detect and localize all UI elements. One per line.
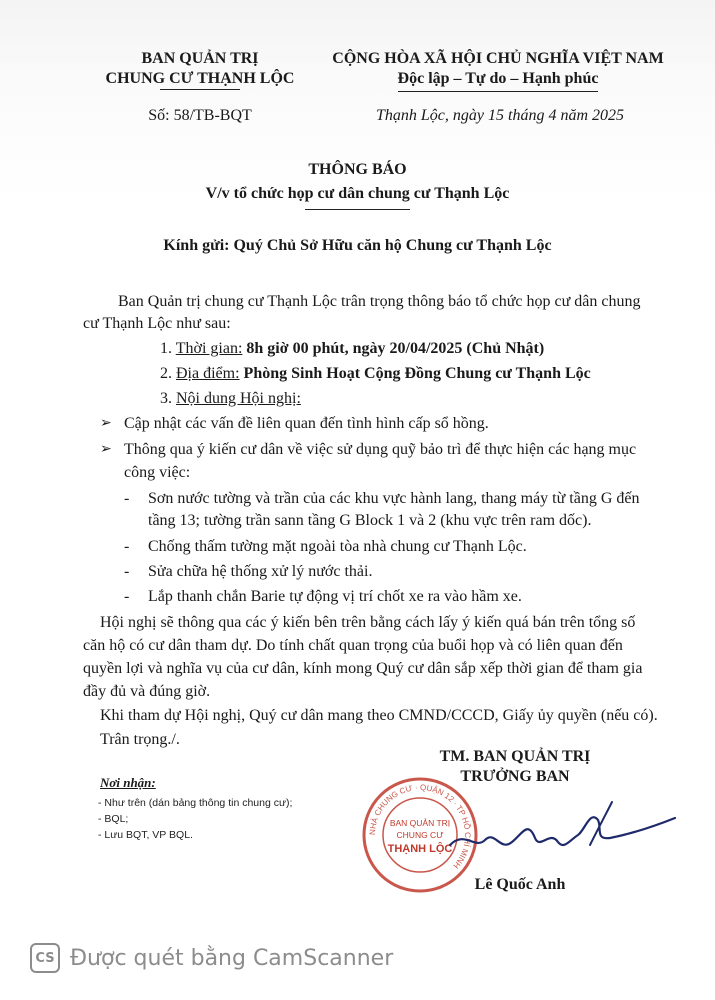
item-place-value: Phòng Sinh Hoạt Cộng Đồng Chung cư Thạnh Lộc	[243, 365, 591, 382]
dash-bullet: -	[124, 563, 130, 580]
stamp-ring-text: NHÀ CHUNG CƯ · QUẬN 12 · TP HỒ CHÍ MINH	[367, 782, 473, 871]
item-place-number: 2.	[160, 365, 172, 382]
title-underline	[305, 209, 410, 210]
dash-bullet: -	[124, 538, 130, 555]
work-item-1-line1: Sơn nước tường và trần của các khu vực hành lang, thang máy từ tầng G đến	[148, 490, 640, 507]
work-item-1-line2: tầng 13; tường trần sann tầng G Block 1 và 2 (khu vực trên ram dốc).	[148, 512, 592, 529]
recipients-heading: Nơi nhận:	[100, 775, 156, 790]
republic-name: CỘNG HÒA XÃ HỘI CHỦ NGHĨA VIỆT NAM	[332, 50, 664, 67]
closing: Trân trọng./.	[100, 731, 180, 748]
stamp-text-2: CHUNG CƯ	[396, 830, 444, 840]
org-name-line2: CHUNG CƯ THẠNH LỘC	[105, 70, 295, 87]
recipients-item-3: - Lưu BQT, VP BQL.	[98, 829, 193, 841]
stamp-text-3: THẠNH LỘC	[387, 843, 453, 855]
work-item-4: Lắp thanh chắn Barie tự động vị trí chốt xe ra vào hầm xe.	[148, 588, 522, 605]
item-time-label: Thời gian:	[175, 340, 243, 357]
signature-name: Lê Quốc Anh	[474, 876, 566, 893]
work-item-2: Chống thấm tường mặt ngoài tòa nhà chung cư Thạnh Lộc.	[148, 538, 527, 555]
intro-line2: cư Thạnh Lộc như sau:	[83, 315, 231, 332]
camscanner-icon: CS	[30, 943, 60, 973]
body-p2: Khi tham dự Hội nghị, Quý cư dân mang theo CMND/CCCD, Giấy ủy quyền (nếu có).	[100, 707, 658, 724]
item-content-label: Nội dung Hội nghị:	[176, 390, 301, 407]
org-name-line1: BAN QUẢN TRỊ	[141, 50, 259, 67]
recipient-line: Kính gửi: Quý Chủ Sở Hữu căn hộ Chung cư Thạnh Lộc	[163, 237, 552, 254]
motto: Độc lập – Tự do – Hạnh phúc	[397, 70, 599, 87]
recipients-item-1: - Như trên (dán bảng thông tin chung cư);	[98, 797, 293, 809]
agenda-item-1: Cập nhật các vấn đề liên quan đến tình hình cấp sổ hồng.	[124, 415, 489, 432]
intro-line1: Ban Quản trị chung cư Thạnh Lộc trân trọng thông báo tổ chức họp cư dân chung	[118, 293, 641, 310]
dash-bullet: -	[124, 490, 130, 507]
motto-underline	[398, 91, 598, 92]
camscanner-footer	[30, 940, 393, 976]
handwritten-signature	[440, 790, 680, 870]
doc-subtitle: V/v tổ chức họp cư dân chung cư Thạnh Lộc	[205, 185, 510, 202]
item-time	[160, 337, 544, 361]
item-place	[160, 362, 591, 386]
body-p1-line2: căn hộ có cư dân tham dự. Do tính chất quan trọng của buổi họp và có liên quan đến	[83, 637, 623, 654]
stamp-text-1: BAN QUẢN TRỊ	[389, 818, 451, 828]
signature-title-2: TRƯỞNG BAN	[460, 768, 570, 785]
agenda-item-2-line2: công việc:	[124, 464, 191, 481]
signature-title-1: TM. BAN QUẢN TRỊ	[439, 748, 591, 765]
doc-number: Số: 58/TB-BQT	[148, 107, 252, 124]
item-content-number: 3.	[160, 390, 172, 407]
item-time-value: 8h giờ 00 phút, ngày 20/04/2025 (Chủ Nhật)	[246, 340, 545, 357]
body-p1-line4: đầy đủ và đúng giờ.	[83, 683, 211, 700]
item-content	[160, 387, 301, 411]
doc-title: THÔNG BÁO	[308, 161, 407, 178]
dash-bullet: -	[124, 588, 130, 605]
arrow-bullet-icon: ➢	[100, 416, 112, 431]
work-item-3: Sửa chữa hệ thống xử lý nước thải.	[148, 563, 373, 580]
camscanner-text: Được quét bằng CamScanner	[70, 945, 394, 971]
item-time-number: 1.	[160, 340, 172, 357]
agenda-item-2-line1: Thông qua ý kiến cư dân về việc sử dụng quỹ bảo trì để thực hiện các hạng mục	[124, 441, 637, 458]
place-date: Thạnh Lộc, ngày 15 tháng 4 năm 2025	[376, 107, 624, 124]
body-p1-line3: quyền lợi và nghĩa vụ của cư dân, kính mong Quý cư dân sắp xếp thời gian để tham gia	[83, 660, 643, 677]
item-place-label: Địa điểm:	[176, 365, 240, 382]
org-underline	[160, 89, 240, 90]
body-p1-line1: Hội nghị sẽ thông qua các ý kiến bên trên bằng cách lấy ý kiến quá bán trên tổng số	[100, 614, 636, 631]
arrow-bullet-icon: ➢	[100, 442, 112, 457]
recipients-item-2: - BQL;	[98, 813, 129, 825]
